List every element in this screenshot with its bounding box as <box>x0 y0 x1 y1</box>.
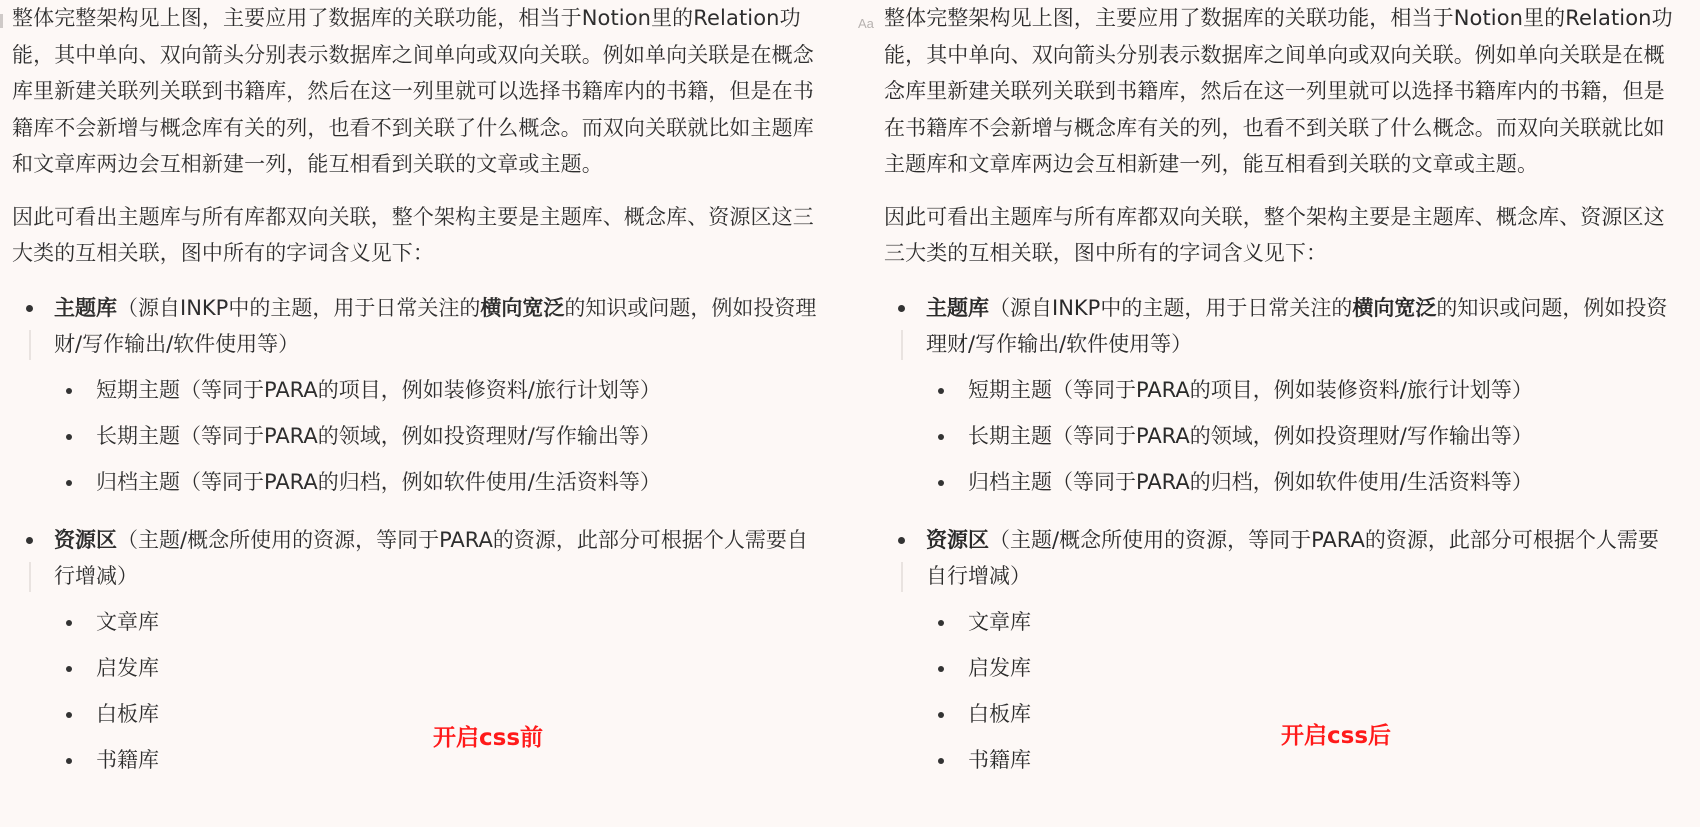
term-desc-part: （源自INKP中的主题，用于日常关注的 <box>117 295 481 320</box>
term-topic-db: 主题库 <box>54 295 117 320</box>
term-desc-part: 的知识或问题，例如投资理财/写作输出/软件使用等） <box>54 295 817 356</box>
intro-paragraph: 整体完整架构见上图，主要应用了数据库的关联功能，相当于Notion里的Relation功能，其中单向、双向箭头分别表示数据库之间单向或双向关联。例如单向关联是在概念库里新建关联列关联到书籍库，然后在这一列里就可以选择书籍库内的书籍，但是在书籍库不会新增与概念库有关的列，也看不到关联了什么概念。而双向关联就比如主题库和文章库两边会互相新建一列，能互相看到关联的文章或主题。 <box>884 6 1673 176</box>
sub-item-text: 书籍库 <box>968 747 1031 772</box>
sub-item-text: 文章库 <box>96 609 159 634</box>
sub-item-text: 白板库 <box>968 701 1031 726</box>
right-pane-after-css <box>845 0 1700 827</box>
list-item-text <box>54 296 816 357</box>
bullet-icon <box>938 758 944 764</box>
font-style-icon[interactable]: Aa <box>858 16 874 31</box>
sub-item-text: 长期主题（等同于PARA的领域，例如投资理财/写作输出等） <box>968 423 1533 448</box>
bullet-icon <box>66 620 72 626</box>
sub-list-item <box>926 604 1674 650</box>
sub-item-text: 长期主题（等同于PARA的领域，例如投资理财/写作输出等） <box>96 423 661 448</box>
sub-item-text: 归档主题（等同于PARA的归档，例如软件使用/生活资料等） <box>96 469 661 494</box>
caption-after-css: 开启css后 <box>1281 723 1392 749</box>
intro-paragraph: 整体完整架构见上图，主要应用了数据库的关联功能，相当于Notion里的Relation功能，其中单向、双向箭头分别表示数据库之间单向或双向关联。例如单向关联是在概念库里新建关联列关联到书籍库，然后在这一列里就可以选择书籍库内的书籍，但是在书籍库不会新增与概念库有关的列，也看不到关联了什么概念。而双向关联就比如主题库和文章库两边会互相新建一列，能互相看到关联的文章或主题。 <box>12 6 814 176</box>
sub-list-item <box>54 372 817 418</box>
term-desc-part: （源自INKP中的主题，用于日常关注的 <box>989 295 1353 320</box>
sub-list <box>926 604 1674 788</box>
list-item-text <box>926 528 1659 589</box>
bullet-icon <box>66 388 72 394</box>
sub-item-text: 短期主题（等同于PARA的项目，例如装修资料/旅行计划等） <box>96 377 661 402</box>
edge-marker <box>0 14 3 28</box>
sub-item-text: 归档主题（等同于PARA的归档，例如软件使用/生活资料等） <box>968 469 1533 494</box>
sub-list-item <box>926 418 1674 464</box>
list-item-resource-area <box>884 522 1674 788</box>
bullet-icon <box>938 666 944 672</box>
sub-item-text: 启发库 <box>96 655 159 680</box>
bullet-icon <box>938 480 944 486</box>
emphasis-text: 横向宽泛 <box>480 295 565 320</box>
term-topic-db: 主题库 <box>926 295 989 320</box>
bullet-icon <box>26 305 33 312</box>
definition-list <box>12 290 817 788</box>
sub-list <box>54 604 817 788</box>
sub-item-text: 启发库 <box>968 655 1031 680</box>
term-resource-area: 资源区 <box>926 527 989 552</box>
sub-list-item <box>926 372 1674 418</box>
sub-list-item <box>54 604 817 650</box>
bullet-icon <box>938 434 944 440</box>
list-item-topic-db <box>884 290 1674 510</box>
indent-guide <box>901 330 903 360</box>
list-item-topic-db <box>12 290 817 510</box>
bullet-icon <box>66 758 72 764</box>
term-resource-area: 资源区 <box>54 527 117 552</box>
sub-list-item <box>926 650 1674 696</box>
sub-item-text: 书籍库 <box>96 747 159 772</box>
bullet-icon <box>938 712 944 718</box>
list-item-resource-area <box>12 522 817 788</box>
definition-list <box>884 290 1674 788</box>
left-pane-before-css <box>0 0 845 827</box>
sub-list-item <box>54 418 817 464</box>
indent-guide <box>901 562 903 592</box>
term-desc-part: （主题/概念所使用的资源，等同于PARA的资源，此部分可根据个人需要自行增减） <box>926 527 1659 588</box>
bullet-icon <box>898 537 905 544</box>
sub-list-item <box>926 464 1674 510</box>
term-desc-part: （主题/概念所使用的资源，等同于PARA的资源，此部分可根据个人需要自行增减） <box>54 527 808 588</box>
term-desc-part: 的知识或问题，例如投资理财/写作输出/软件使用等） <box>926 295 1668 356</box>
sub-item-text: 短期主题（等同于PARA的项目，例如装修资料/旅行计划等） <box>968 377 1533 402</box>
sub-list <box>926 372 1674 510</box>
sub-list <box>54 372 817 510</box>
caption-before-css: 开启css前 <box>433 725 544 751</box>
list-item-text <box>54 528 808 589</box>
summary-paragraph: 因此可看出主题库与所有库都双向关联，整个架构主要是主题库、概念库、资源区这三大类的互相关联，图中所有的字词含义见下： <box>884 204 1665 265</box>
sub-list-item <box>54 464 817 510</box>
sub-list-item <box>54 650 817 696</box>
indent-guide <box>29 330 31 360</box>
bullet-icon <box>66 712 72 718</box>
list-item-text <box>926 296 1667 357</box>
indent-guide <box>29 562 31 592</box>
bullet-icon <box>66 434 72 440</box>
bullet-icon <box>26 537 33 544</box>
sub-item-text: 文章库 <box>968 609 1031 634</box>
bullet-icon <box>66 666 72 672</box>
bullet-icon <box>938 388 944 394</box>
bullet-icon <box>898 305 905 312</box>
emphasis-text: 横向宽泛 <box>1352 295 1437 320</box>
right-document-content <box>884 0 1674 788</box>
summary-paragraph: 因此可看出主题库与所有库都双向关联，整个架构主要是主题库、概念库、资源区这三大类的互相关联，图中所有的字词含义见下： <box>12 204 814 265</box>
sub-item-text: 白板库 <box>96 701 159 726</box>
left-document-content <box>12 0 817 788</box>
bullet-icon <box>66 480 72 486</box>
bullet-icon <box>938 620 944 626</box>
